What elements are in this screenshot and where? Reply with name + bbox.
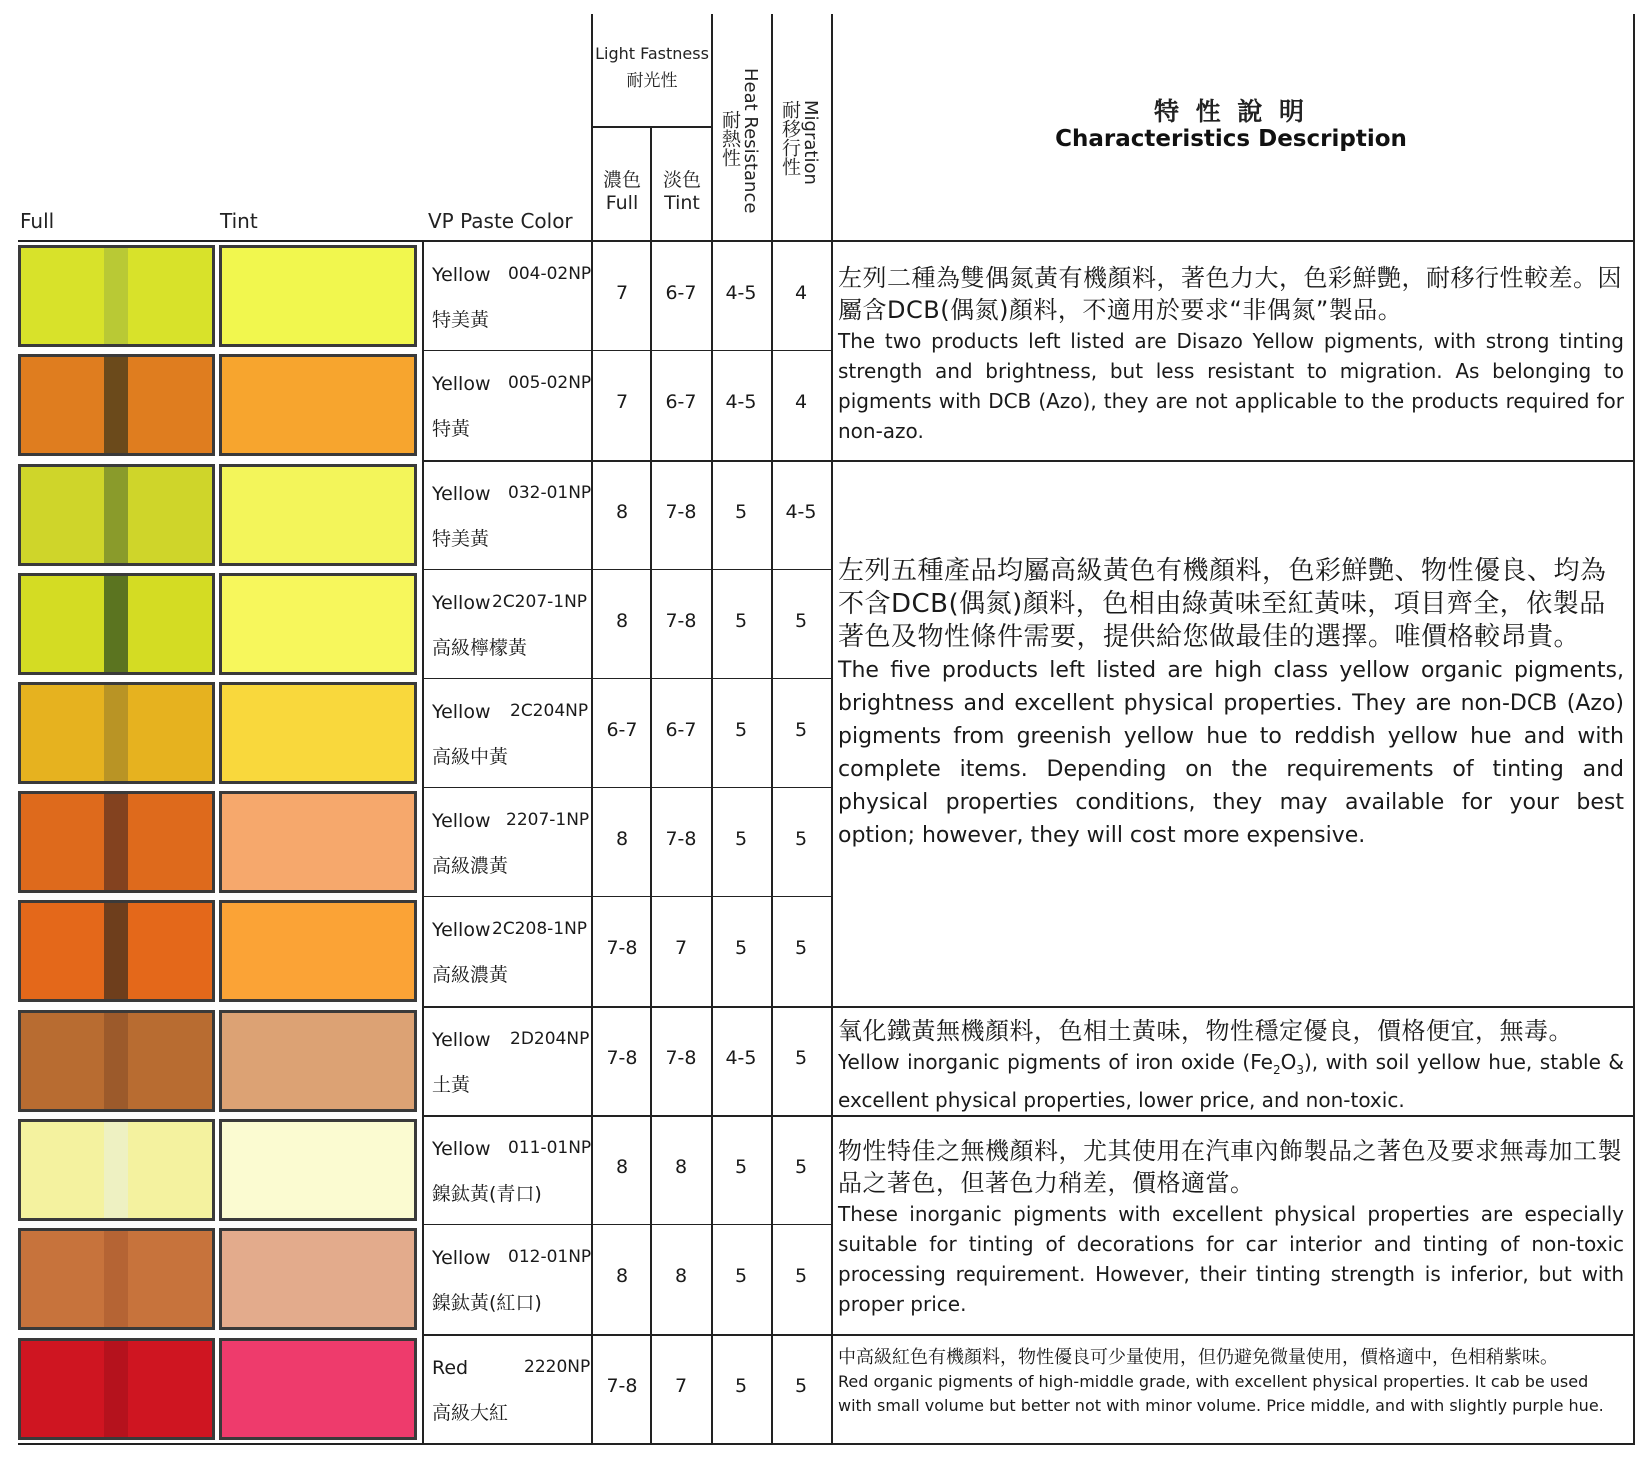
rule [591,126,713,128]
description-en: The five products left listed are high class yellow organic pigments, brightness and excellent physical properties. They are non-DCB (Azo) pigments from greenish yellow hue to reddish yellow hue and with complete items. Depending on the requirements of tinting and physical properties conditions, they may available for your best option; however, they will cost more expensive. [838,658,1624,848]
swatch-full [18,682,215,784]
row-name-zh: 高級中黃 [432,746,509,768]
rule [18,1443,1635,1445]
header-migration-zh: 耐移行性 [779,100,801,176]
value-light-full: 6-7 [606,719,638,741]
swatch-stripe [104,248,128,344]
value-light-full: 8 [615,1156,629,1178]
swatch-stripe [104,685,128,781]
row-name-zh: 鎳鈦黃(青口) [432,1183,542,1205]
row-name: Yellow 012-01NP [432,1247,592,1269]
swatch-full [18,1338,215,1440]
row-name-zh: 特美黃 [432,309,490,331]
value-light-tint: 7-8 [665,501,697,523]
description-iron-oxide [838,1015,1624,1115]
swatch-stripe [104,357,128,453]
row-name-zh: 特美黃 [432,528,490,550]
value-light-full: 7 [615,391,629,413]
row-name-zh: 土黃 [432,1074,471,1096]
value-migration: 5 [794,1265,808,1287]
row-name-zh: 高級大紅 [432,1402,509,1424]
rule [422,350,833,351]
row-name: Yellow 2C208-1NP [432,919,588,941]
value-light-tint: 7-8 [665,1047,697,1069]
value-migration: 4-5 [785,501,817,523]
swatch-full [18,1228,215,1330]
rule [422,460,1635,462]
value-light-full: 8 [615,828,629,850]
row-name: Yellow 004-02NP [432,264,592,286]
value-heat: 5 [734,1265,748,1287]
row-name: Red 2220NP [432,1357,591,1379]
row-name-zh: 高級濃黃 [432,855,509,877]
description-zh: 左列二種為雙偶氮黃有機顏料，著色力大，色彩鮮艷，耐移行性較差。因屬含DCB(偶氮)顏料，不適用於要求“非偶氮”製品。 [838,264,1622,324]
header-lf-tint-en: Tint [664,192,700,214]
value-migration: 5 [794,937,808,959]
value-light-full: 8 [615,501,629,523]
row-name: Yellow 011-01NP [432,1138,592,1160]
value-light-full: 8 [615,1265,629,1287]
value-light-tint: 7-8 [665,828,697,850]
value-migration: 4 [794,282,808,304]
value-migration: 5 [794,610,808,632]
description-red-organic [838,1346,1624,1418]
swatch-tint [219,245,417,347]
description-zh: 左列五種產品均屬高級黃色有機顏料，色彩鮮艷、物性優良、均為不含DCB(偶氮)顏料，色相由綠黃味至紅黃味，項目齊全，依製品著色及物性條件需要，提供給您做最佳的選擇。唯價格較昂貴。 [838,556,1607,652]
row-name: Yellow 2D204NP [432,1029,590,1051]
value-light-full: 7-8 [606,937,638,959]
rule [422,569,833,570]
swatch-tint [219,354,417,456]
description-en: Yellow inorganic pigments of iron oxide $(Fe_2O_3)$, with soil yellow hue, stable & excellent physical properties, lower price, and non-toxic. [838,1050,1624,1112]
value-light-tint: 6-7 [665,719,697,741]
value-light-tint: 7 [674,1375,688,1397]
header-lf-tint-zh: 淡色 [662,169,701,191]
swatch-full [18,1010,215,1112]
value-heat: 4-5 [725,1047,757,1069]
swatch-stripe [104,576,128,672]
description-zh: 氧化鐵黃無機顏料，色相土黃味，物性穩定優良，價格便宜，無毒。 [838,1017,1573,1045]
row-name-zh: 特黃 [432,418,471,440]
value-heat: 5 [734,1156,748,1178]
rule [422,678,833,679]
swatch-stripe [104,1231,128,1327]
header-desc-en: Characteristics Description [1055,126,1407,152]
rule [18,240,1635,242]
swatch-tint [219,1338,417,1440]
swatch-tint [219,791,417,893]
rule [422,787,833,788]
header-light-fastness-zh: 耐光性 [626,71,678,91]
header-lf-full-en: Full [605,192,639,214]
swatch-full [18,245,215,347]
swatch-stripe [104,1122,128,1218]
row-name: Yellow 2207-1NP [432,810,590,832]
swatch-full [18,1119,215,1221]
swatch-full [18,354,215,456]
rule [422,242,424,1445]
swatch-stripe [104,903,128,999]
header-heat-zh: 耐熱性 [719,110,741,167]
header-light-fastness-en: Light Fastness [595,44,709,63]
description-en: Red organic pigments of high-middle grade, with excellent physical properties. It cab be used with small volume but better not with minor volume. Price middle, and with slightly purple hue. [838,1372,1604,1415]
description-nickel-titanium [838,1135,1624,1319]
value-heat: 5 [734,828,748,850]
value-migration: 5 [794,1047,808,1069]
row-name: Yellow 2C204NP [432,701,589,723]
value-light-tint: 7 [674,937,688,959]
value-heat: 5 [734,719,748,741]
row-name: Yellow 032-01NP [432,483,592,505]
value-migration: 5 [794,1375,808,1397]
value-light-tint: 8 [674,1265,688,1287]
rule [831,14,833,1445]
value-migration: 5 [794,828,808,850]
value-heat: 5 [734,610,748,632]
swatch-full [18,573,215,675]
row-name: Yellow 005-02NP [432,373,592,395]
rule [1633,14,1635,1445]
swatch-full [18,900,215,1002]
row-name-zh: 高級檸檬黃 [432,637,528,659]
rule [422,896,833,897]
value-migration: 5 [794,719,808,741]
header-heat-en: Heat Resistance [740,68,761,214]
header-desc-zh: 特 性 說 明 [1153,97,1309,126]
swatch-tint [219,900,417,1002]
header-migration-en: Migration [800,100,821,185]
swatch-tint [219,682,417,784]
swatch-stripe [104,467,128,563]
swatch-tint [219,464,417,566]
value-migration: 5 [794,1156,808,1178]
swatch-tint [219,573,417,675]
rule [422,1334,1635,1336]
header-full: Full [20,209,55,233]
description-en: The two products left listed are Disazo Yellow pigments, with strong tinting strength and brightness, but less resistant to migration. As belonging to pigments with DCB (Azo), they are not applicable to the products required for non-azo. [838,329,1624,443]
header-tint: Tint [220,209,258,233]
value-heat: 4-5 [725,282,757,304]
value-light-full: 7-8 [606,1375,638,1397]
rule [422,1006,1635,1008]
row-name: Yellow 2C207-1NP [432,592,588,614]
value-heat: 5 [734,937,748,959]
value-heat: 5 [734,501,748,523]
description-disazo [838,262,1624,446]
description-zh: 中高級紅色有機顏料，物性優良可少量使用，但仍避免微量使用，價格適中，色相稍紫味。 [838,1347,1558,1368]
swatch-full [18,464,215,566]
value-light-full: 8 [615,610,629,632]
row-name-zh: 鎳鈦黃(紅口) [432,1292,542,1314]
value-light-tint: 6-7 [665,391,697,413]
description-high-class-yellow [838,555,1624,852]
description-zh: 物性特佳之無機顏料，尤其使用在汽車內飾製品之著色及要求無毒加工製品之著色，但著色力稍差，價格適當。 [838,1137,1622,1197]
value-light-tint: 7-8 [665,610,697,632]
header-lf-full-zh: 濃色 [602,169,641,191]
value-heat: 4-5 [725,391,757,413]
swatch-full [18,791,215,893]
value-light-tint: 8 [674,1156,688,1178]
value-light-tint: 6-7 [665,282,697,304]
swatch-tint [219,1010,417,1112]
swatch-stripe [104,794,128,890]
value-migration: 4 [794,391,808,413]
description-en: These inorganic pigments with excellent physical properties are especially suitable for tinting of decorations for car interior and tinting of non-toxic processing requirement. However, their tinting strength is inferior, but with proper price. [838,1202,1624,1316]
swatch-stripe [104,1013,128,1109]
rule [422,1224,833,1225]
value-light-full: 7 [615,282,629,304]
value-heat: 5 [734,1375,748,1397]
rule [422,1115,1635,1117]
rule [650,126,652,1445]
swatch-tint [219,1119,417,1221]
row-name-zh: 高級濃黃 [432,964,509,986]
value-light-full: 7-8 [606,1047,638,1069]
header-vp-paste-color: VP Paste Color [428,209,573,233]
swatch-stripe [104,1341,128,1437]
swatch-tint [219,1228,417,1330]
